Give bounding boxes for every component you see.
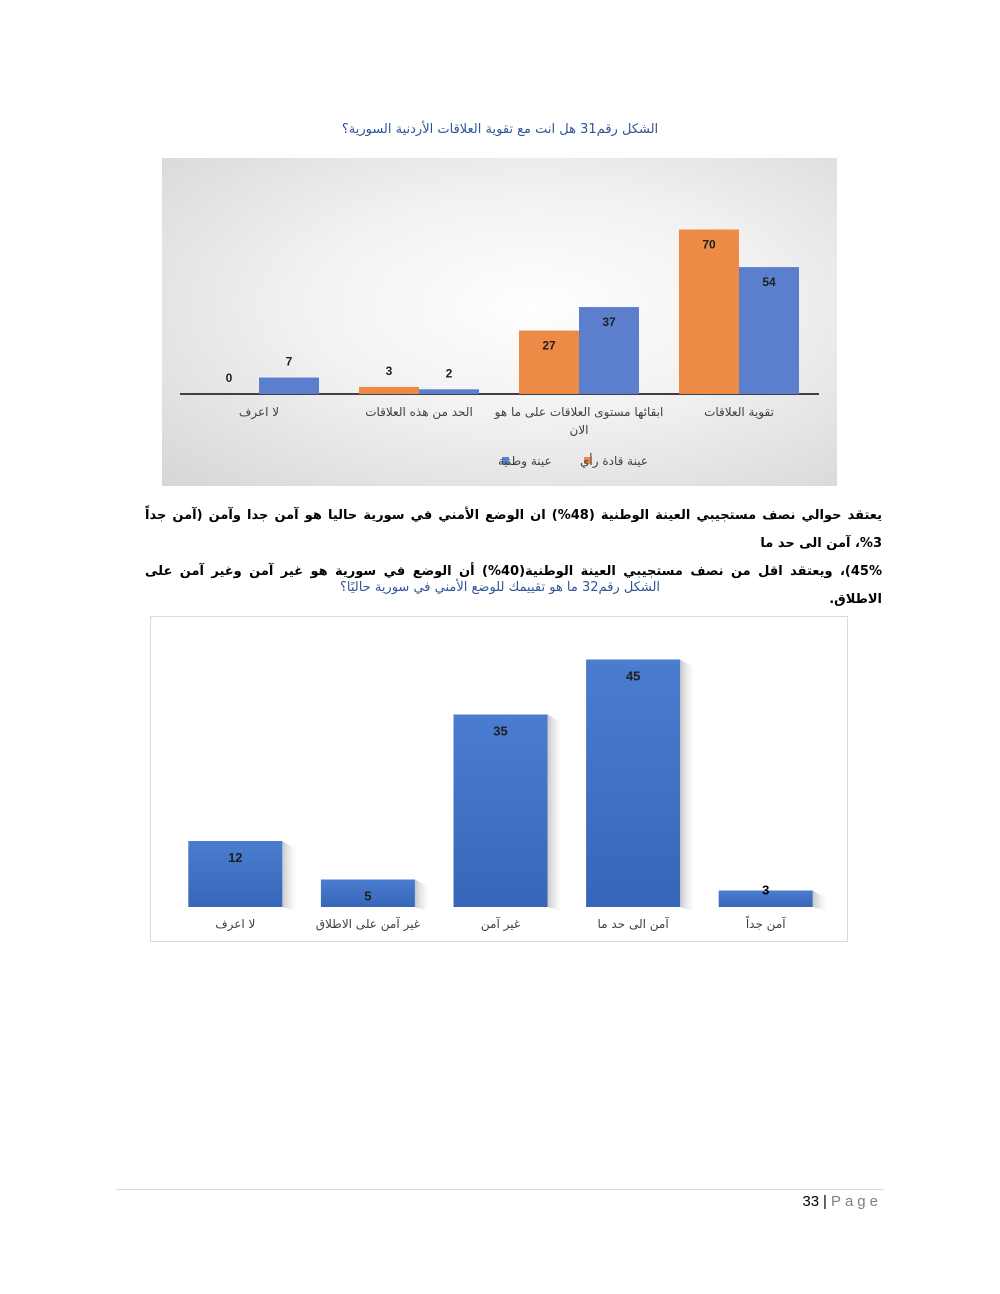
category-label: غير آمن على الاطلاق bbox=[315, 917, 421, 931]
data-label: 45 bbox=[625, 668, 641, 684]
category-label: لا اعرف bbox=[215, 917, 256, 931]
legend-label: عينة وطنية bbox=[498, 454, 552, 468]
data-label: 27 bbox=[542, 338, 556, 353]
page-label: Page bbox=[830, 1193, 882, 1210]
category-label: غير آمن bbox=[480, 917, 521, 931]
data-label: 2 bbox=[445, 366, 453, 381]
body-paragraph bbox=[145, 502, 882, 614]
data-label: 54 bbox=[762, 275, 776, 290]
bar-leaders bbox=[679, 230, 739, 395]
data-label: 0 bbox=[225, 371, 233, 385]
data-label: 5 bbox=[364, 888, 372, 904]
footer-divider bbox=[116, 1189, 884, 1190]
figure-32-svg bbox=[151, 617, 849, 943]
category-label: الحد من هذه العلاقات bbox=[365, 405, 473, 419]
category-label: آمن جداً bbox=[745, 917, 786, 931]
bar-security-rating bbox=[586, 660, 680, 908]
data-label: 35 bbox=[493, 723, 508, 739]
data-label: 3 bbox=[385, 363, 393, 378]
figure-31-caption: الشكل رقم31 هل انت مع تقوية العلاقات الأردنية السورية؟ bbox=[341, 122, 659, 137]
legend-label: عينة قادة رأي bbox=[580, 454, 649, 468]
data-label: 7 bbox=[285, 354, 293, 369]
footer-separator: | bbox=[823, 1193, 827, 1210]
category-label: تقوية العلاقات bbox=[704, 405, 774, 419]
data-label: 70 bbox=[702, 237, 716, 252]
bar-leaders bbox=[359, 387, 419, 394]
figure-32-caption: الشكل رقم32 ما هو تقييمك للوضع الأمني في سورية حاليًا؟ bbox=[339, 580, 661, 595]
bar-security-rating bbox=[454, 715, 548, 908]
data-label: 12 bbox=[228, 850, 243, 865]
category-label: آمن الى حد ما bbox=[597, 917, 669, 931]
bar-shadow bbox=[415, 880, 429, 912]
bar-shadow bbox=[680, 660, 694, 912]
category-label: لا اعرف bbox=[238, 405, 280, 419]
category-label: الان bbox=[569, 423, 589, 437]
figure-32-chart bbox=[150, 616, 848, 942]
bar-shadow bbox=[282, 841, 296, 911]
bar-shadow bbox=[813, 891, 827, 912]
bar-national bbox=[419, 389, 479, 394]
page-number: 33 bbox=[802, 1193, 820, 1210]
category-label: ابقائها مستوى العلاقات على ما هو bbox=[494, 405, 664, 419]
data-label: 37 bbox=[602, 315, 616, 330]
page-footer bbox=[802, 1193, 882, 1210]
data-label: 3 bbox=[762, 882, 770, 898]
figure-31-chart bbox=[162, 158, 837, 486]
bar-shadow bbox=[548, 715, 562, 912]
paragraph-line-2: 45%)، ويعتقد اقل من نصف مستجيبي العينة الوطنية(40%) أن الوضع في سورية هو غير آمن وغير آمن على الاطلاق. bbox=[145, 564, 882, 607]
bar-national bbox=[259, 378, 319, 394]
figure-31-svg bbox=[162, 158, 837, 486]
paragraph-line-1: يعتقد حوالي نصف مستجيبي العينة الوطنية (48%) ان الوضع الأمني في سورية حاليا هو آمن جدا وآمن (آمن جداً 3%، آمن الى حد ما bbox=[145, 508, 882, 551]
